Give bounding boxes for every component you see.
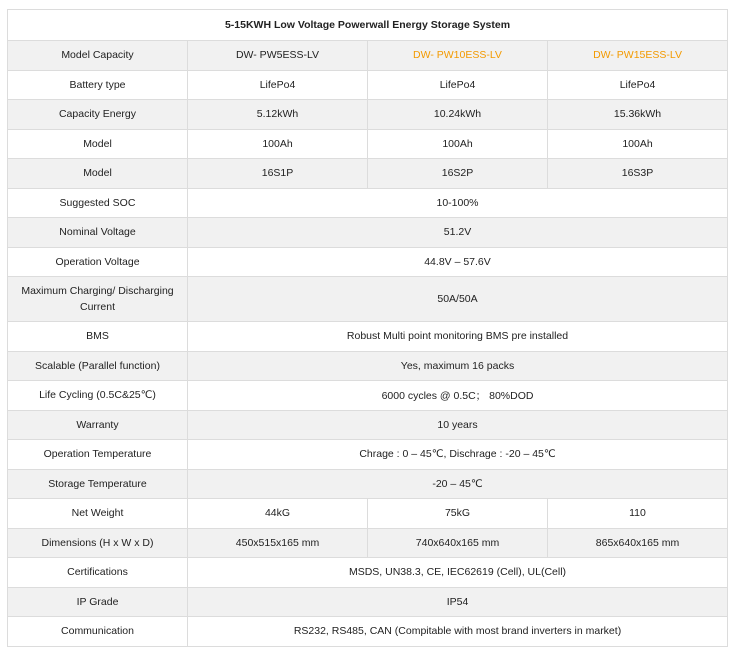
- table-row: [8, 188, 728, 218]
- cell-value: 10-100%: [188, 188, 728, 218]
- table-row: [8, 159, 728, 189]
- table-row: [8, 129, 728, 159]
- table-row: [8, 587, 728, 617]
- cell-value: 16S2P: [368, 159, 548, 189]
- row-label: Model Capacity: [8, 41, 188, 71]
- title-row: [8, 10, 728, 41]
- table-row: [8, 70, 728, 100]
- table-row: [8, 617, 728, 647]
- cell-value: 865x640x165 mm: [548, 528, 728, 558]
- cell-value: 110: [548, 499, 728, 529]
- row-label: Battery type: [8, 70, 188, 100]
- cell-value: 10.24kWh: [368, 100, 548, 130]
- cell-value: 100Ah: [188, 129, 368, 159]
- row-label: Operation Temperature: [8, 440, 188, 470]
- row-label: Suggested SOC: [8, 188, 188, 218]
- table-row: [8, 558, 728, 588]
- cell-value: 450x515x165 mm: [188, 528, 368, 558]
- cell-value: 100Ah: [548, 129, 728, 159]
- cell-value: 6000 cycles @ 0.5C； 80%DOD: [188, 381, 728, 411]
- cell-value: IP54: [188, 587, 728, 617]
- row-label: Certifications: [8, 558, 188, 588]
- row-label: Warranty: [8, 410, 188, 440]
- cell-value: Chrage : 0 – 45℃, Dischrage : -20 – 45℃: [188, 440, 728, 470]
- cell-value: Robust Multi point monitoring BMS pre installed: [188, 322, 728, 352]
- cell-value: LifePo4: [368, 70, 548, 100]
- row-label: IP Grade: [8, 587, 188, 617]
- row-label: Storage Temperature: [8, 469, 188, 499]
- table-row: [8, 469, 728, 499]
- table-row: [8, 528, 728, 558]
- cell-value: LifePo4: [548, 70, 728, 100]
- table-row: [8, 440, 728, 470]
- row-label: Life Cycling (0.5C&25℃): [8, 381, 188, 411]
- row-label: BMS: [8, 322, 188, 352]
- cell-value: Yes, maximum 16 packs: [188, 351, 728, 381]
- cell-value: LifePo4: [188, 70, 368, 100]
- table-row: [8, 410, 728, 440]
- table-row: [8, 322, 728, 352]
- cell-value: 44.8V – 57.6V: [188, 247, 728, 277]
- row-label: Maximum Charging/ Discharging Current: [8, 277, 188, 322]
- table-row: [8, 100, 728, 130]
- cell-value: 16S3P: [548, 159, 728, 189]
- row-label: Capacity Energy: [8, 100, 188, 130]
- table-row: [8, 381, 728, 411]
- cell-value: 16S1P: [188, 159, 368, 189]
- table-row: [8, 218, 728, 248]
- cell-value: MSDS, UN38.3, CE, IEC62619 (Cell), UL(Cell): [188, 558, 728, 588]
- table-row: [8, 41, 728, 71]
- spec-table: [7, 9, 728, 647]
- cell-value: 5.12kWh: [188, 100, 368, 130]
- row-label: Dimensions (H x W x D): [8, 528, 188, 558]
- cell-value: 10 years: [188, 410, 728, 440]
- cell-value: 50A/50A: [188, 277, 728, 322]
- row-label: Net Weight: [8, 499, 188, 529]
- cell-value: 75kG: [368, 499, 548, 529]
- table-title: 5-15KWH Low Voltage Powerwall Energy Storage System: [8, 10, 728, 41]
- table-row: [8, 277, 728, 322]
- table-row: [8, 499, 728, 529]
- table-row: [8, 247, 728, 277]
- cell-value: 44kG: [188, 499, 368, 529]
- cell-value: 15.36kWh: [548, 100, 728, 130]
- cell-value: 51.2V: [188, 218, 728, 248]
- cell-value: 100Ah: [368, 129, 548, 159]
- row-label: Scalable (Parallel function): [8, 351, 188, 381]
- row-label: Model: [8, 129, 188, 159]
- row-label: Nominal Voltage: [8, 218, 188, 248]
- cell-value: RS232, RS485, CAN (Compitable with most brand inverters in market): [188, 617, 728, 647]
- cell-value-highlighted: DW- PW10ESS-LV: [368, 41, 548, 71]
- cell-value: 740x640x165 mm: [368, 528, 548, 558]
- cell-value: -20 – 45℃: [188, 469, 728, 499]
- row-label: Communication: [8, 617, 188, 647]
- row-label: Operation Voltage: [8, 247, 188, 277]
- row-label: Model: [8, 159, 188, 189]
- cell-value: DW- PW5ESS-LV: [188, 41, 368, 71]
- table-row: [8, 351, 728, 381]
- cell-value-highlighted: DW- PW15ESS-LV: [548, 41, 728, 71]
